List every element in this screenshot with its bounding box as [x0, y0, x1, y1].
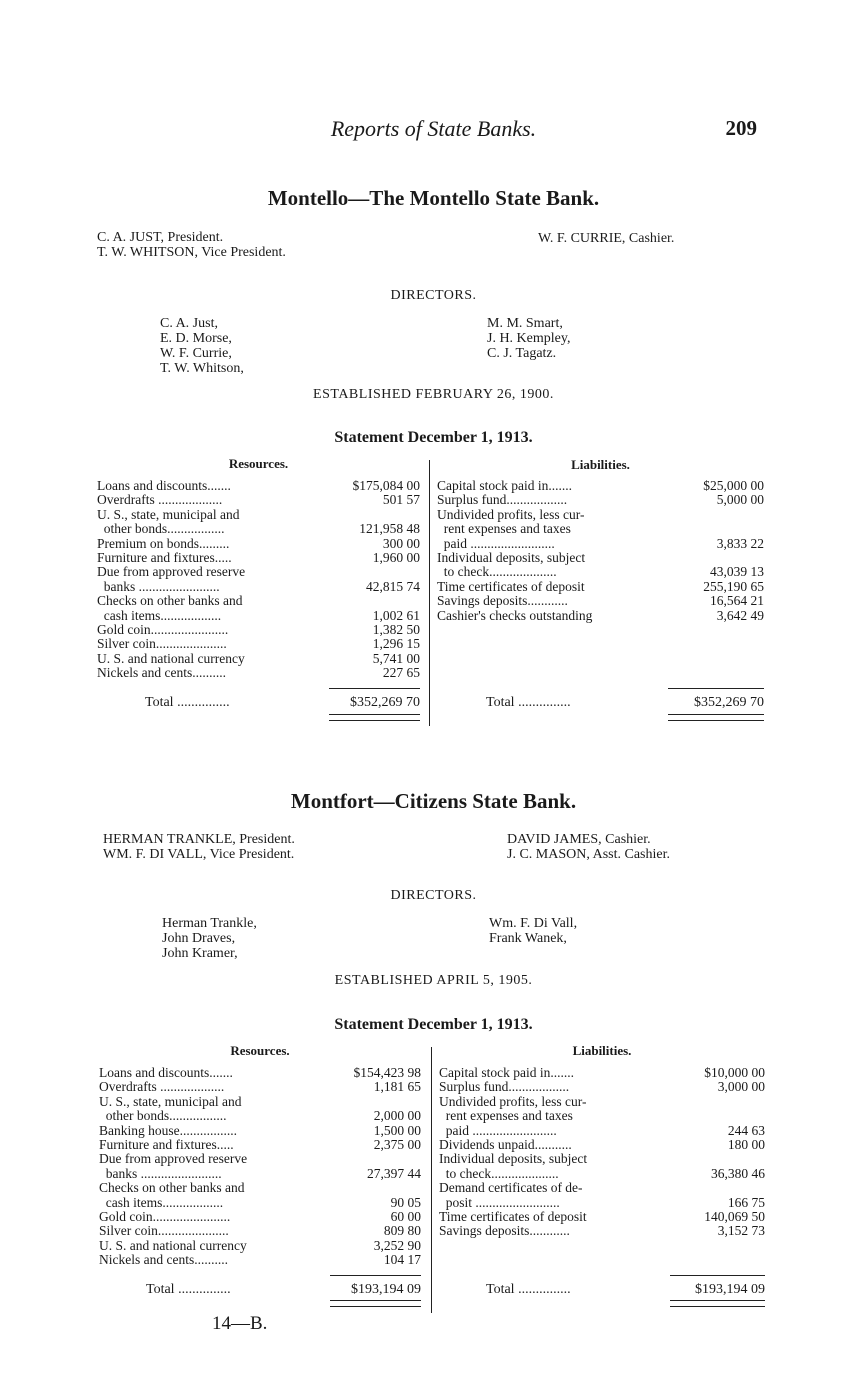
ledger-row — [97, 666, 420, 680]
ledger-item-label: U. S., state, municipal and — [97, 506, 240, 522]
resources-sum-rule — [330, 1275, 421, 1276]
ledger-item-amount: 121,958 48 — [359, 521, 420, 537]
ledger-item-amount: 180 00 — [727, 1136, 765, 1152]
ledger-item-amount: 1,296 15 — [372, 636, 420, 652]
ledger-item-label: posit ......................... — [439, 1194, 560, 1210]
ledger-item-amount: 42,815 74 — [366, 578, 420, 594]
ledger-row — [97, 537, 420, 551]
liabilities-heading: Liabilities. — [572, 1043, 632, 1058]
established-line: ESTABLISHED FEBRUARY 26, 1900. — [313, 387, 554, 402]
ledger-item-label: U. S. and national currency — [99, 1237, 247, 1253]
ledger-item-label: Cashier's checks outstanding — [437, 607, 593, 623]
officers-left — [97, 230, 286, 260]
resources-sum-rule — [329, 688, 420, 689]
directors-right — [487, 316, 570, 361]
total-amount: $193,194 09 — [695, 1282, 765, 1297]
officer: HERMAN TRANKLE, President. — [103, 832, 295, 847]
ledger-item-label: Due from approved reserve — [97, 564, 246, 580]
ledger-row — [437, 580, 764, 594]
ledger-row — [439, 1109, 765, 1123]
liabilities-sum-rule — [670, 1275, 765, 1276]
ledger-row — [97, 594, 420, 608]
ledger-row — [99, 1095, 421, 1109]
ledger-item-amount: 244 63 — [727, 1122, 765, 1138]
ledger-item-label: Time certificates of deposit — [439, 1208, 587, 1224]
total-label: Total ............... — [486, 695, 571, 710]
director: C. A. Just, — [160, 316, 218, 331]
ledger-row — [437, 522, 764, 536]
ledger-item-amount: 3,642 49 — [716, 607, 764, 623]
liabilities-total-row — [486, 695, 764, 711]
ledger-item-label: banks ........................ — [97, 578, 220, 594]
ledger-row — [99, 1167, 421, 1181]
ledger-item-amount: 1,960 00 — [372, 549, 420, 565]
ledger-item-amount: 3,252 90 — [373, 1237, 421, 1253]
ledger-item-label: banks ........................ — [99, 1165, 222, 1181]
officer: WM. F. DI VALL, Vice President. — [103, 847, 295, 862]
ledger-row — [439, 1080, 765, 1094]
liabilities-table — [437, 479, 764, 623]
director: Frank Wanek, — [489, 931, 567, 946]
ledger-item-label: Silver coin..................... — [99, 1223, 229, 1239]
established-line: ESTABLISHED APRIL 5, 1905. — [334, 973, 533, 988]
ledger-item-amount: 1,382 50 — [372, 621, 420, 637]
director: T. W. Whitson, — [160, 361, 244, 376]
ledger-row — [97, 637, 420, 651]
director: Herman Trankle, — [162, 916, 257, 931]
ledger-row — [437, 551, 764, 565]
ledger-item-label: Overdrafts ................... — [97, 492, 223, 508]
ledger-row — [97, 493, 420, 507]
ledger-item-label: Due from approved reserve — [99, 1151, 248, 1167]
ledger-row — [97, 580, 420, 594]
ledger-item-amount: 1,500 00 — [373, 1122, 421, 1138]
ledger-item-amount: 2,000 00 — [373, 1108, 421, 1124]
ledger-item-amount: 16,564 21 — [710, 593, 764, 609]
ledger-item-label: Furniture and fixtures..... — [99, 1136, 234, 1152]
ledger-row — [97, 623, 420, 637]
ledger-item-amount: 140,069 50 — [704, 1208, 765, 1224]
liabilities-double-rule — [668, 714, 764, 721]
resources-total-row — [145, 695, 420, 711]
ledger-row — [437, 537, 764, 551]
signature-mark: 14—B. — [212, 1313, 268, 1334]
ledger-row — [99, 1152, 421, 1166]
ledger-item-amount: 227 65 — [382, 665, 420, 681]
ledger-row — [439, 1224, 765, 1238]
statement-title: Statement December 1, 1913. — [334, 1016, 533, 1033]
ledger-item-amount: 5,000 00 — [716, 492, 764, 508]
ledger-item-amount: 255,190 65 — [703, 578, 764, 594]
ledger-row — [437, 609, 764, 623]
ledger-row — [99, 1239, 421, 1253]
total-label: Total ............... — [486, 1282, 571, 1297]
ledger-row — [99, 1138, 421, 1152]
ledger-item-label: U. S. and national currency — [97, 650, 245, 666]
ledger-item-label: Furniture and fixtures..... — [97, 549, 232, 565]
ledger-item-label: Loans and discounts....... — [99, 1065, 233, 1080]
ledger-item-label: cash items.................. — [97, 607, 222, 623]
ledger-item-label: Capital stock paid in....... — [439, 1065, 574, 1080]
ledger-item-label: other bonds................. — [99, 1108, 227, 1124]
ledger-row — [97, 522, 420, 536]
running-header — [0, 116, 867, 142]
ledger-item-label: Capital stock paid in....... — [437, 478, 572, 493]
liabilities-table — [439, 1066, 765, 1239]
resources-heading: Resources. — [228, 456, 289, 471]
ledger-item-amount: 60 00 — [390, 1208, 421, 1224]
director: John Kramer, — [162, 946, 238, 961]
director: M. M. Smart, — [487, 316, 563, 331]
ledger-row — [97, 551, 420, 565]
ledger-row — [439, 1196, 765, 1210]
ledger-row — [439, 1066, 765, 1080]
ledger-item-label: other bonds................. — [97, 521, 225, 537]
directors-right — [489, 916, 577, 946]
ledger-row — [97, 508, 420, 522]
ledger-item-label: paid ......................... — [439, 1122, 557, 1138]
director: E. D. Morse, — [160, 331, 232, 346]
ledger-row — [437, 508, 764, 522]
ledger-item-label: Undivided profits, less cur- — [439, 1093, 587, 1109]
ledger-row — [97, 652, 420, 666]
liabilities-heading: Liabilities. — [571, 457, 630, 472]
ledger-row — [437, 479, 764, 493]
ledger-row — [437, 594, 764, 608]
liabilities-sum-rule — [668, 688, 764, 689]
officer: T. W. WHITSON, Vice President. — [97, 245, 286, 260]
ledger-item-label: Surplus fund.................. — [439, 1079, 570, 1095]
ledger-item-label: Individual deposits, subject — [439, 1151, 588, 1167]
ledger-row — [99, 1210, 421, 1224]
director: J. H. Kempley, — [487, 331, 571, 346]
ledger-item-label: Individual deposits, subject — [437, 549, 586, 565]
ledger-row — [439, 1181, 765, 1195]
ledger-row — [99, 1181, 421, 1195]
ledger-item-amount: 3,152 73 — [717, 1223, 765, 1239]
ledger-item-label: to check.................... — [439, 1165, 559, 1181]
running-title: Reports of State Banks. — [330, 116, 537, 141]
ledger-row — [99, 1224, 421, 1238]
ledger-row — [99, 1253, 421, 1267]
ledger-item-amount: 90 05 — [390, 1194, 421, 1210]
ledger-item-label: Silver coin..................... — [97, 636, 227, 652]
resources-table — [99, 1066, 421, 1267]
officers-left — [103, 832, 295, 862]
ledger-item-amount: $175,084 00 — [352, 478, 420, 493]
ledger-row — [99, 1066, 421, 1080]
ledger-item-amount: 1,002 61 — [372, 607, 420, 623]
ledger-row — [99, 1124, 421, 1138]
ledger-row — [99, 1080, 421, 1094]
column-divider — [429, 460, 430, 726]
ledger-item-label: Premium on bonds......... — [97, 535, 230, 551]
ledger-row — [439, 1210, 765, 1224]
ledger-item-label: rent expenses and taxes — [439, 1108, 573, 1124]
ledger-item-label: Time certificates of deposit — [437, 578, 585, 594]
total-label: Total ............... — [145, 695, 230, 710]
ledger-item-label: Surplus fund.................. — [437, 492, 568, 508]
ledger-item-label: cash items.................. — [99, 1194, 224, 1210]
bank-title: Montello—The Montello State Bank. — [267, 186, 600, 210]
total-amount: $352,269 70 — [694, 695, 764, 710]
bank-title: Montfort—Citizens State Bank. — [290, 789, 577, 813]
total-amount: $352,269 70 — [350, 695, 420, 710]
ledger-row — [97, 565, 420, 579]
ledger-item-label: U. S., state, municipal and — [99, 1093, 242, 1109]
directors-left — [160, 316, 244, 376]
column-divider — [431, 1047, 432, 1313]
ledger-row — [97, 609, 420, 623]
ledger-item-label: paid ......................... — [437, 535, 555, 551]
ledger-item-amount: 43,039 13 — [710, 564, 764, 580]
ledger-item-label: Nickels and cents.......... — [97, 665, 226, 681]
ledger-item-amount: 300 00 — [382, 535, 420, 551]
ledger-row — [99, 1109, 421, 1123]
ledger-item-amount: 27,397 44 — [367, 1165, 421, 1181]
ledger-item-amount: 104 17 — [383, 1252, 421, 1268]
ledger-item-amount: 809 80 — [383, 1223, 421, 1239]
ledger-row — [439, 1167, 765, 1181]
directors-left — [162, 916, 257, 961]
ledger-item-label: Savings deposits............ — [439, 1223, 570, 1239]
ledger-item-amount: $25,000 00 — [703, 478, 764, 493]
ledger-item-amount: 3,833 22 — [716, 535, 764, 551]
officer: DAVID JAMES, Cashier. — [507, 832, 651, 847]
ledger-item-label: Loans and discounts....... — [97, 478, 231, 493]
resources-double-rule — [329, 714, 420, 721]
ledger-item-label: Gold coin....................... — [97, 621, 229, 637]
director: W. F. Currie, — [160, 346, 232, 361]
ledger-item-label: Banking house................. — [99, 1122, 237, 1138]
ledger-item-amount: 501 57 — [382, 492, 420, 508]
total-label: Total ............... — [146, 1282, 231, 1297]
ledger-item-amount: 5,741 00 — [372, 650, 420, 666]
ledger-item-label: Savings deposits............ — [437, 593, 568, 609]
officers-right — [538, 231, 674, 246]
directors-heading: DIRECTORS. — [390, 288, 477, 303]
ledger-row — [437, 565, 764, 579]
ledger-item-label: to check.................... — [437, 564, 557, 580]
ledger-item-amount: 36,380 46 — [711, 1165, 765, 1181]
ledger-item-label: Nickels and cents.......... — [99, 1252, 228, 1268]
ledger-item-label: Demand certificates of de- — [439, 1180, 583, 1196]
officer: W. F. CURRIE, Cashier. — [538, 231, 675, 246]
ledger-row — [439, 1095, 765, 1109]
officer: J. C. MASON, Asst. Cashier. — [507, 847, 670, 862]
ledger-item-label: Undivided profits, less cur- — [437, 506, 585, 522]
ledger-row — [439, 1152, 765, 1166]
ledger-row — [97, 479, 420, 493]
resources-heading: Resources. — [230, 1043, 290, 1058]
resources-table — [97, 479, 420, 680]
director: Wm. F. Di Vall, — [489, 916, 578, 931]
ledger-item-label: Checks on other banks and — [97, 593, 243, 609]
liabilities-double-rule — [670, 1300, 765, 1307]
ledger-item-label: rent expenses and taxes — [437, 521, 571, 537]
total-amount: $193,194 09 — [351, 1282, 421, 1297]
ledger-item-amount: $10,000 00 — [704, 1065, 765, 1080]
liabilities-total-row — [486, 1282, 765, 1298]
officer: C. A. JUST, President. — [97, 230, 224, 245]
ledger-item-label: Overdrafts ................... — [99, 1079, 225, 1095]
ledger-row — [439, 1124, 765, 1138]
ledger-item-amount: $154,423 98 — [353, 1065, 421, 1080]
director: John Draves, — [162, 931, 236, 946]
ledger-item-amount: 3,000 00 — [717, 1079, 765, 1095]
ledger-item-amount: 2,375 00 — [373, 1136, 421, 1152]
ledger-item-label: Gold coin....................... — [99, 1208, 231, 1224]
ledger-row — [99, 1196, 421, 1210]
ledger-item-amount: 1,181 65 — [373, 1079, 421, 1095]
officers-right — [507, 832, 670, 862]
page-number: 209 — [725, 116, 757, 140]
ledger-item-label: Checks on other banks and — [99, 1180, 245, 1196]
ledger-item-amount: 166 75 — [727, 1194, 765, 1210]
ledger-row — [439, 1138, 765, 1152]
resources-double-rule — [330, 1300, 421, 1307]
ledger-item-label: Dividends unpaid........... — [439, 1136, 572, 1152]
directors-heading: DIRECTORS. — [390, 888, 477, 903]
director: C. J. Tagatz. — [487, 346, 557, 361]
resources-total-row — [146, 1282, 421, 1298]
ledger-row — [437, 493, 764, 507]
statement-title: Statement December 1, 1913. — [334, 429, 533, 446]
